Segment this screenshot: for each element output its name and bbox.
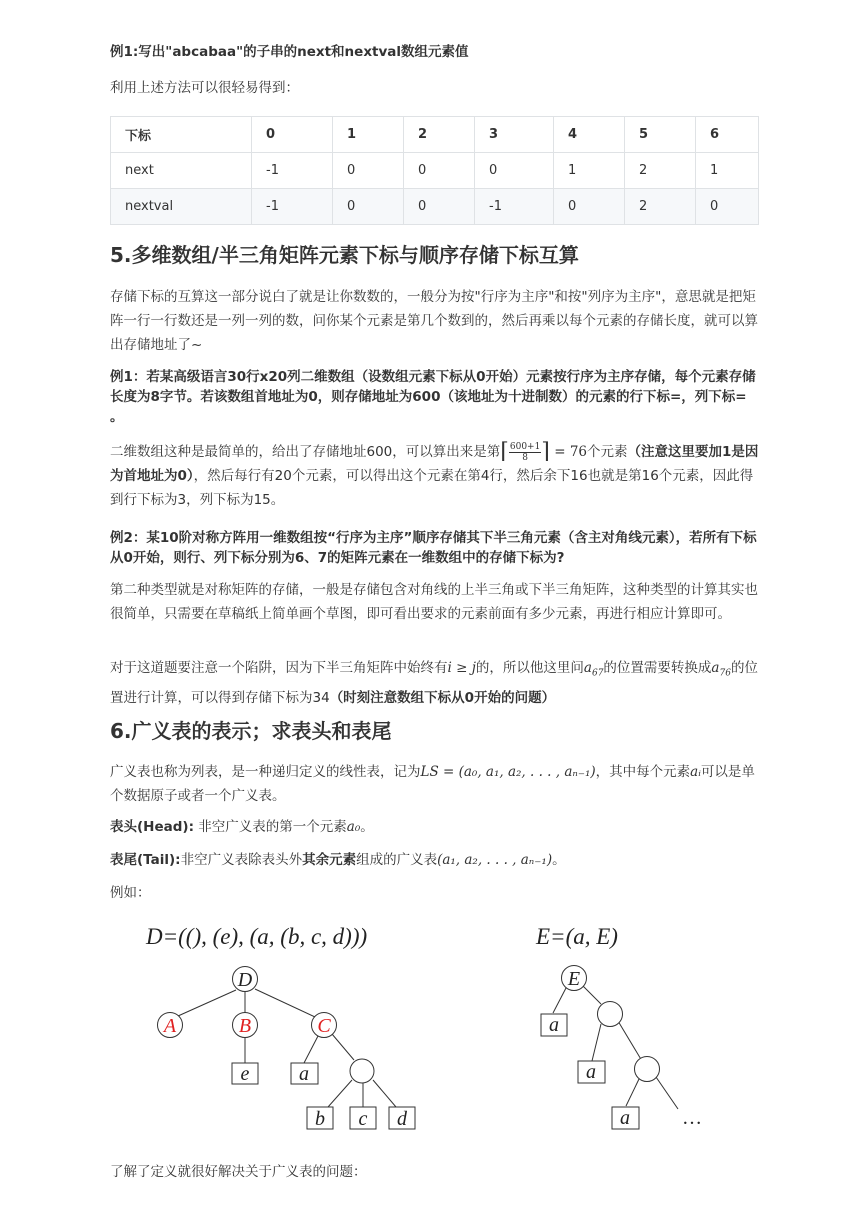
table-cell: -1 [252, 189, 333, 225]
table-cell: 2 [625, 153, 696, 189]
para4-bold: （时刻注意数组下标从0开始的问题） [329, 689, 556, 706]
right-leaf-a3-label: a [620, 1107, 630, 1129]
table-cell: 1 [696, 153, 759, 189]
leaf-c [350, 1107, 376, 1130]
fraction-denominator: 8 [522, 452, 528, 463]
para4-math-a76 [711, 660, 731, 679]
table-header: 下标 [111, 117, 252, 153]
fraction [509, 442, 541, 463]
node-e-label: E [567, 968, 581, 990]
table-cell: 0 [404, 189, 475, 225]
table-cell: next [111, 153, 252, 189]
table-cell: 0 [404, 153, 475, 189]
section6-text-b: ，其中每个元素 [595, 764, 691, 780]
para2-text-b: 个元素 [587, 444, 628, 460]
node-b-label: B [238, 1015, 252, 1037]
table-header: 3 [475, 117, 554, 153]
leaf-c-label: c [358, 1108, 368, 1130]
table-header-row [111, 117, 759, 153]
table-header: 6 [696, 117, 759, 153]
right-leaf-a2 [578, 1061, 605, 1083]
table-header: 4 [554, 117, 625, 153]
para4-text-a: 对于这道题要注意一个陷阱，因为下半三角矩阵中始终有 [110, 660, 448, 676]
head-label: 表头(Head): [110, 819, 194, 835]
closing-text: 了解了定义就很好解决关于广义表的问题： [110, 1164, 367, 1180]
leaf-b [307, 1107, 333, 1130]
head-math: a₀ [346, 819, 361, 835]
example1-title: 例1:写出"abcabaa"的子串的next和nextval数组元素值 [110, 44, 469, 60]
leaf-d-label: d [397, 1108, 407, 1130]
section5-para1: 存储下标的互算这一部分说白了就是让你数数的，一般分为按"行序为主序"和按"列序为主序"，意思就是把矩阵一行一行数还是一列一列的数，问你某个元素是第几个数到的，然后再乘以每个元素的存储长度，就可以算出存储地址了~ [110, 289, 758, 353]
table-header: 1 [333, 117, 404, 153]
para4-math-a67 [583, 660, 604, 679]
ls-formula: LS = (a₀, a₁, a₂, . . . , aₙ₋₁) [420, 764, 596, 780]
tail-bold: 其余元素 [302, 852, 357, 868]
para4-math-ij: i ≥ j [447, 660, 476, 676]
para2-bold: （注意这里要加1是因为首地址为0） [110, 444, 759, 484]
section5-para4 [110, 656, 760, 710]
ceil-left: ⌈ [500, 439, 509, 464]
ai-symbol: aᵢ [690, 764, 701, 780]
head-end: 。 [360, 819, 374, 835]
table-cell: 0 [554, 189, 625, 225]
right-leaf-a3 [612, 1107, 639, 1129]
para2-text-c: ，然后每行有20个元素，可以得出这个元素在第4行，然后余下16也就是第16个元素，因此得到行下标为3，列下标为15。 [110, 468, 754, 508]
node-e [562, 966, 587, 991]
node-d-label: D [237, 969, 253, 991]
table-row [111, 189, 759, 225]
leaf-e-label: e [240, 1063, 250, 1085]
a76-base: a [711, 660, 720, 676]
example1-intro: 利用上述方法可以很轻易得到： [110, 80, 299, 96]
tail-math: (a₁, a₂, . . . , aₙ₋₁) [437, 852, 553, 868]
node-d [233, 967, 258, 992]
equals-value: = 76 [554, 444, 587, 460]
node-a [158, 1013, 183, 1038]
section6-text-c: 可以是单个数据原子或者一个广义表。 [110, 764, 755, 804]
section6-para1 [110, 760, 760, 808]
node-c-label: C [317, 1015, 331, 1037]
section5-para2 [110, 440, 760, 512]
left-diagram-title: D=((), (e), (a, (b, c, d))) [146, 924, 368, 949]
right-leaf-a1 [541, 1014, 567, 1036]
table-cell: -1 [475, 189, 554, 225]
table-header: 5 [625, 117, 696, 153]
table-cell: 1 [554, 153, 625, 189]
table-cell: 0 [696, 189, 759, 225]
tail-text-b: 组成的广义表 [356, 852, 438, 868]
right-diagram-title: E=(a, E) [536, 924, 618, 949]
table-cell: 0 [333, 153, 404, 189]
a67-subscript: 67 [591, 668, 604, 679]
table-cell: 2 [625, 189, 696, 225]
ellipsis-label: … [682, 1107, 702, 1129]
ceil-right: ⌉ [541, 439, 550, 464]
tail-text-a: 非空广义表除表头外 [180, 852, 303, 868]
table-header: 0 [252, 117, 333, 153]
table-cell: 0 [475, 153, 554, 189]
a67-base: a [583, 660, 592, 676]
leaf-d [389, 1107, 415, 1130]
right-leaf-a1-label: a [549, 1014, 559, 1036]
table-row [111, 153, 759, 189]
tail-end: 。 [552, 852, 566, 868]
section6-text-a: 广义表也称为列表，是一种递归定义的线性表，记为 [110, 764, 421, 780]
section5-para3: 第二种类型就是对称矩阵的存储，一般是存储包含对角线的上半三角或下半三角矩阵，这种类型的计算其实也很简单，只需要在草稿纸上简单画个草图，即可看出要求的元素前面有多少元素，再进行相应计算即可。 [110, 582, 758, 622]
para4-text-d: 的位置进行计算，可以得到存储下标为34 [110, 660, 758, 706]
tail-definition [110, 848, 760, 872]
table-header: 2 [404, 117, 475, 153]
section5-example1: 例1：若某高级语言30行x20列二维数组（设数组元素下标从0开始）元素按行序为主序存储，每个元素存储长度为8字节。若该数组首地址为0，则存储地址为600（该地址为十进制数）的元素的行下标=，列下标= 。 [110, 369, 756, 425]
para4-text-c: 的位置需要转换成 [603, 660, 712, 676]
next-table [110, 116, 759, 225]
table-cell: -1 [252, 153, 333, 189]
leaf-b-label: b [315, 1108, 325, 1130]
head-definition [110, 815, 760, 839]
leaf-a [291, 1063, 318, 1085]
generalized-list-diagram [0, 910, 868, 1150]
a76-subscript: 76 [719, 668, 731, 679]
table-cell: nextval [111, 189, 252, 225]
right-sublist-node1 [598, 1002, 623, 1027]
head-text: 非空广义表的第一个元素 [193, 819, 347, 835]
leaf-e [232, 1063, 258, 1085]
node-a-label: A [163, 1015, 177, 1037]
fraction-numerator: 600+1 [509, 441, 541, 452]
right-sublist-node2 [635, 1057, 660, 1082]
section6-heading: 6.广义表的表示；求表头和表尾 [110, 719, 392, 743]
table-cell: 0 [333, 189, 404, 225]
sublist-node [350, 1059, 374, 1083]
section5-heading: 5.多维数组/半三角矩阵元素下标与顺序存储下标互算 [110, 243, 579, 267]
tail-label: 表尾(Tail): [110, 852, 181, 868]
example-label: 例如： [110, 885, 151, 901]
right-leaf-a2-label: a [586, 1061, 596, 1083]
para2-text-a: 二维数组这种是最简单的，给出了存储地址600，可以算出来是第 [110, 444, 501, 460]
section5-example2: 例2：某10阶对称方阵用一维数组按“行序为主序”顺序存储其下半三角元素（含主对角线元素），若所有下标从0开始，则行、列下标分别为6、7的矩阵元素在一维数组中的存储下标为? [110, 530, 757, 566]
node-b [233, 1013, 258, 1038]
node-c [312, 1013, 337, 1038]
para4-text-b: 的，所以他这里问 [475, 660, 584, 676]
leaf-a-label: a [299, 1063, 309, 1085]
